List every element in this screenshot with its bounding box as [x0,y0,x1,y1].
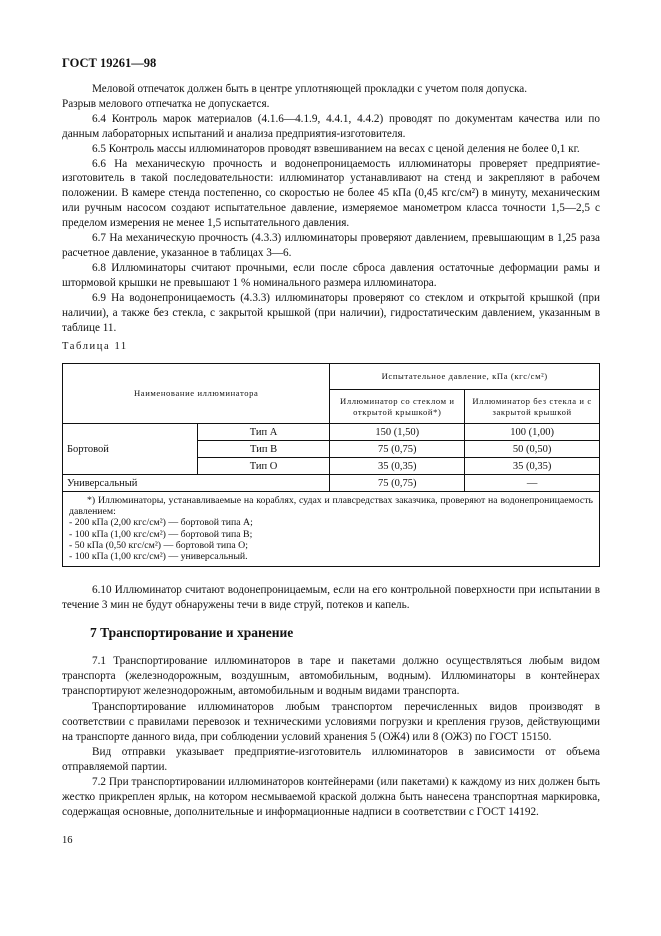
paragraph-7-1-dispatch: Вид отправки указывает предприятие-изготовитель иллюминаторов в зависимости от объема отправляемой партии. [62,746,600,774]
table-header-name: Наименование иллюминатора [63,364,330,424]
paragraph-7-2: 7.2 При транспортировании иллюминаторов контейнерами (или пакетами) к каждому из них должен быть жестко прикреплен ярлык, на котором несмываемой краской должна быть нанесена транспортная маркировка, содержащая основные, дополнительные и информационные надписи в соответствии с ГОСТ 14192. [62,776,600,819]
table-cell-universal: Универсальный [63,475,330,492]
footnote-intro: *) Иллюминаторы, устанавливаемые на кораблях, судах и плавсредствах заказчика, проверяют на водонепроницаемость давлением: [69,495,593,518]
table-header-without-glass: Иллюминатор без стекла и с закрытой крышкой [465,390,600,424]
after-table-text [62,583,600,613]
footnote-item: - 200 кПа (2,00 кгс/см²) — бортовой типа A; [69,517,253,529]
paragraph-6-4: 6.4 Контроль марок материалов (4.1.6—4.1.9, 4.4.1, 4.4.2) проводят по документам качества или по данным лабораторных испытаний и анализа предприятия-изготовителя. [62,112,600,140]
paragraph-6-6: 6.6 На механическую прочность и водонепроницаемость иллюминаторы проверяет предприятие-изготовитель в такой последовательности: иллюминатор устанавливают на стенд и закрепляют в рабочем положении. В камере стенда постепенно, со скоростью не более 45 кПа (0,45 кгс/см²) в минуту, механическим или ручным насосом создают испытательное давление, измеряемое манометром класса точности 1,5—2,5 с пределом измерения не менее 1,5 испытательного давления. [62,157,600,230]
table-cell-with: 35 (0,35) [330,458,465,475]
table-row [63,475,600,492]
section-7-text [62,654,600,820]
table-cell-without: 100 (1,00) [465,424,600,441]
table-header-pressure: Испытательное давление, кПа (кгс/см²) [330,364,600,390]
footnote-item: - 100 кПа (1,00 кгс/см²) — универсальный. [69,551,248,563]
paragraph-7-1-transport: Транспортирование иллюминаторов любым транспортом перечисленных видов производят в соответствии с правилами перевозок и техническими условиями погрузки и крепления грузов, действующими на транспорте данного вида, при соблюдении условий хранения 5 (ОЖ4) или 8 (ОЖ3) по ГОСТ 15150. [62,700,600,743]
paragraph-chalk-print: Меловой отпечаток должен быть в центре уплотняющей прокладки с учетом поля допуска. [92,83,528,95]
paragraph-chalk-print-cont: Разрыв мелового отпечатка не допускается. [62,97,270,110]
table-cell-with: 75 (0,75) [330,475,465,492]
paragraph-6-8: 6.8 Иллюминаторы считают прочными, если после сброса давления остаточные деформации рамы и штормовой крышки не превышают 1 % номинального размера иллюминатора. [62,261,600,289]
footnote-item: - 50 кПа (0,50 кгс/см²) — бортовой типа O; [69,539,248,551]
table-header-with-glass: Иллюминатор со стеклом и открытой крышкой*) [330,390,465,424]
table-11 [62,363,600,567]
table-cell-without: — [465,475,600,492]
page-number: 16 [62,835,73,846]
table-footnote [63,492,600,567]
table-cell-with: 150 (1,50) [330,424,465,441]
section-title: 7 Транспортирование и хранение [90,625,294,640]
table-cell-with: 75 (0,75) [330,441,465,458]
footnote-item: - 100 кПа (1,00 кгс/см²) — бортовой типа B; [69,528,253,540]
paragraph-7-1: 7.1 Транспортирование иллюминаторов в таре и пакетами должно осуществляться любым видом транспорта (железнодорожным, воздушным, автомобильным, водным). Иллюминаторы в контейнерах транспортируют железнодорожным, автомобильным и водным видами транспорта. [62,655,600,697]
table-cell-without: 50 (0,50) [465,441,600,458]
body-text [62,82,600,335]
table-caption: Таблица 11 [62,341,128,352]
table-row [63,424,600,441]
table-cell-group: Бортовой [63,424,198,475]
table-cell-type: Тип O [197,458,330,475]
paragraph-6-5: 6.5 Контроль массы иллюминаторов проводят взвешиванием на весах с ценой деления не более 0,1 кг. [92,142,580,155]
table-cell-type: Тип B [197,441,330,458]
table-cell-without: 35 (0,35) [465,458,600,475]
document-header: ГОСТ 19261—98 [62,56,157,70]
paragraph-6-9: 6.9 На водонепроницаемость (4.3.3) иллюминаторы проверяют со стеклом и открытой крышкой (при наличии), а также без стекла, с закрытой крышкой (при наличии), гидростатическим давлением, указанным в таблице 11. [62,291,600,334]
paragraph-6-10: 6.10 Иллюминатор считают водонепроницаемым, если на его контрольной поверхности при испытании в течение 3 мин не будут обнаружены течи в виде струй, потеков и капель. [62,584,600,611]
paragraph-6-7: 6.7 На механическую прочность (4.3.3) иллюминаторы проверяют давлением, превышающим в 1,25 раза расчетное давление, указанное в таблицах 3—6. [62,232,600,259]
table-cell-type: Тип A [197,424,330,441]
